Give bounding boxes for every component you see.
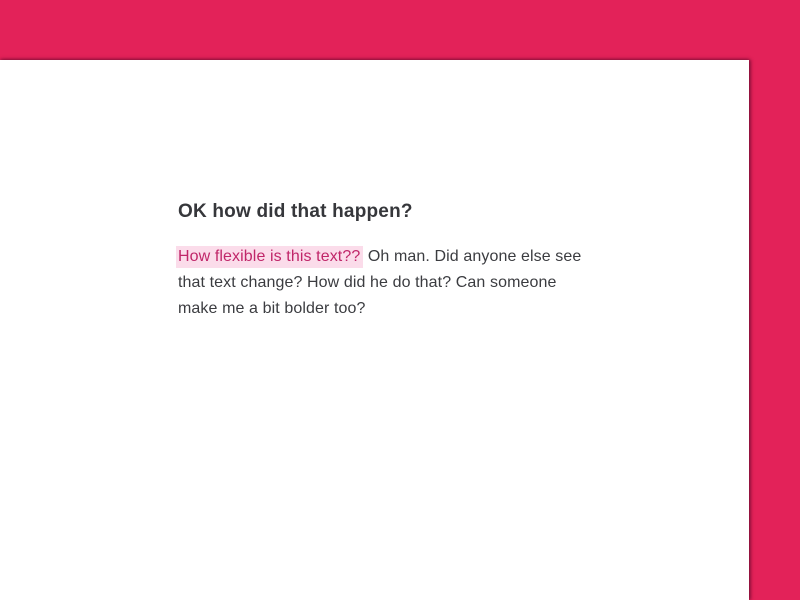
paragraph-line-1-rest: Oh man. Did anyone else see — [363, 248, 582, 265]
paragraph-line-2: that text change? How did he do that? Can someone — [178, 274, 557, 291]
highlighted-text: How flexible is this text?? — [176, 246, 363, 268]
body-paragraph — [178, 244, 581, 322]
card-content — [178, 201, 581, 322]
paragraph-line-3: make me a bit bolder too? — [178, 300, 366, 317]
paragraph-line-1 — [178, 244, 581, 270]
content-card — [0, 60, 749, 600]
page-heading: OK how did that happen? — [178, 201, 413, 222]
